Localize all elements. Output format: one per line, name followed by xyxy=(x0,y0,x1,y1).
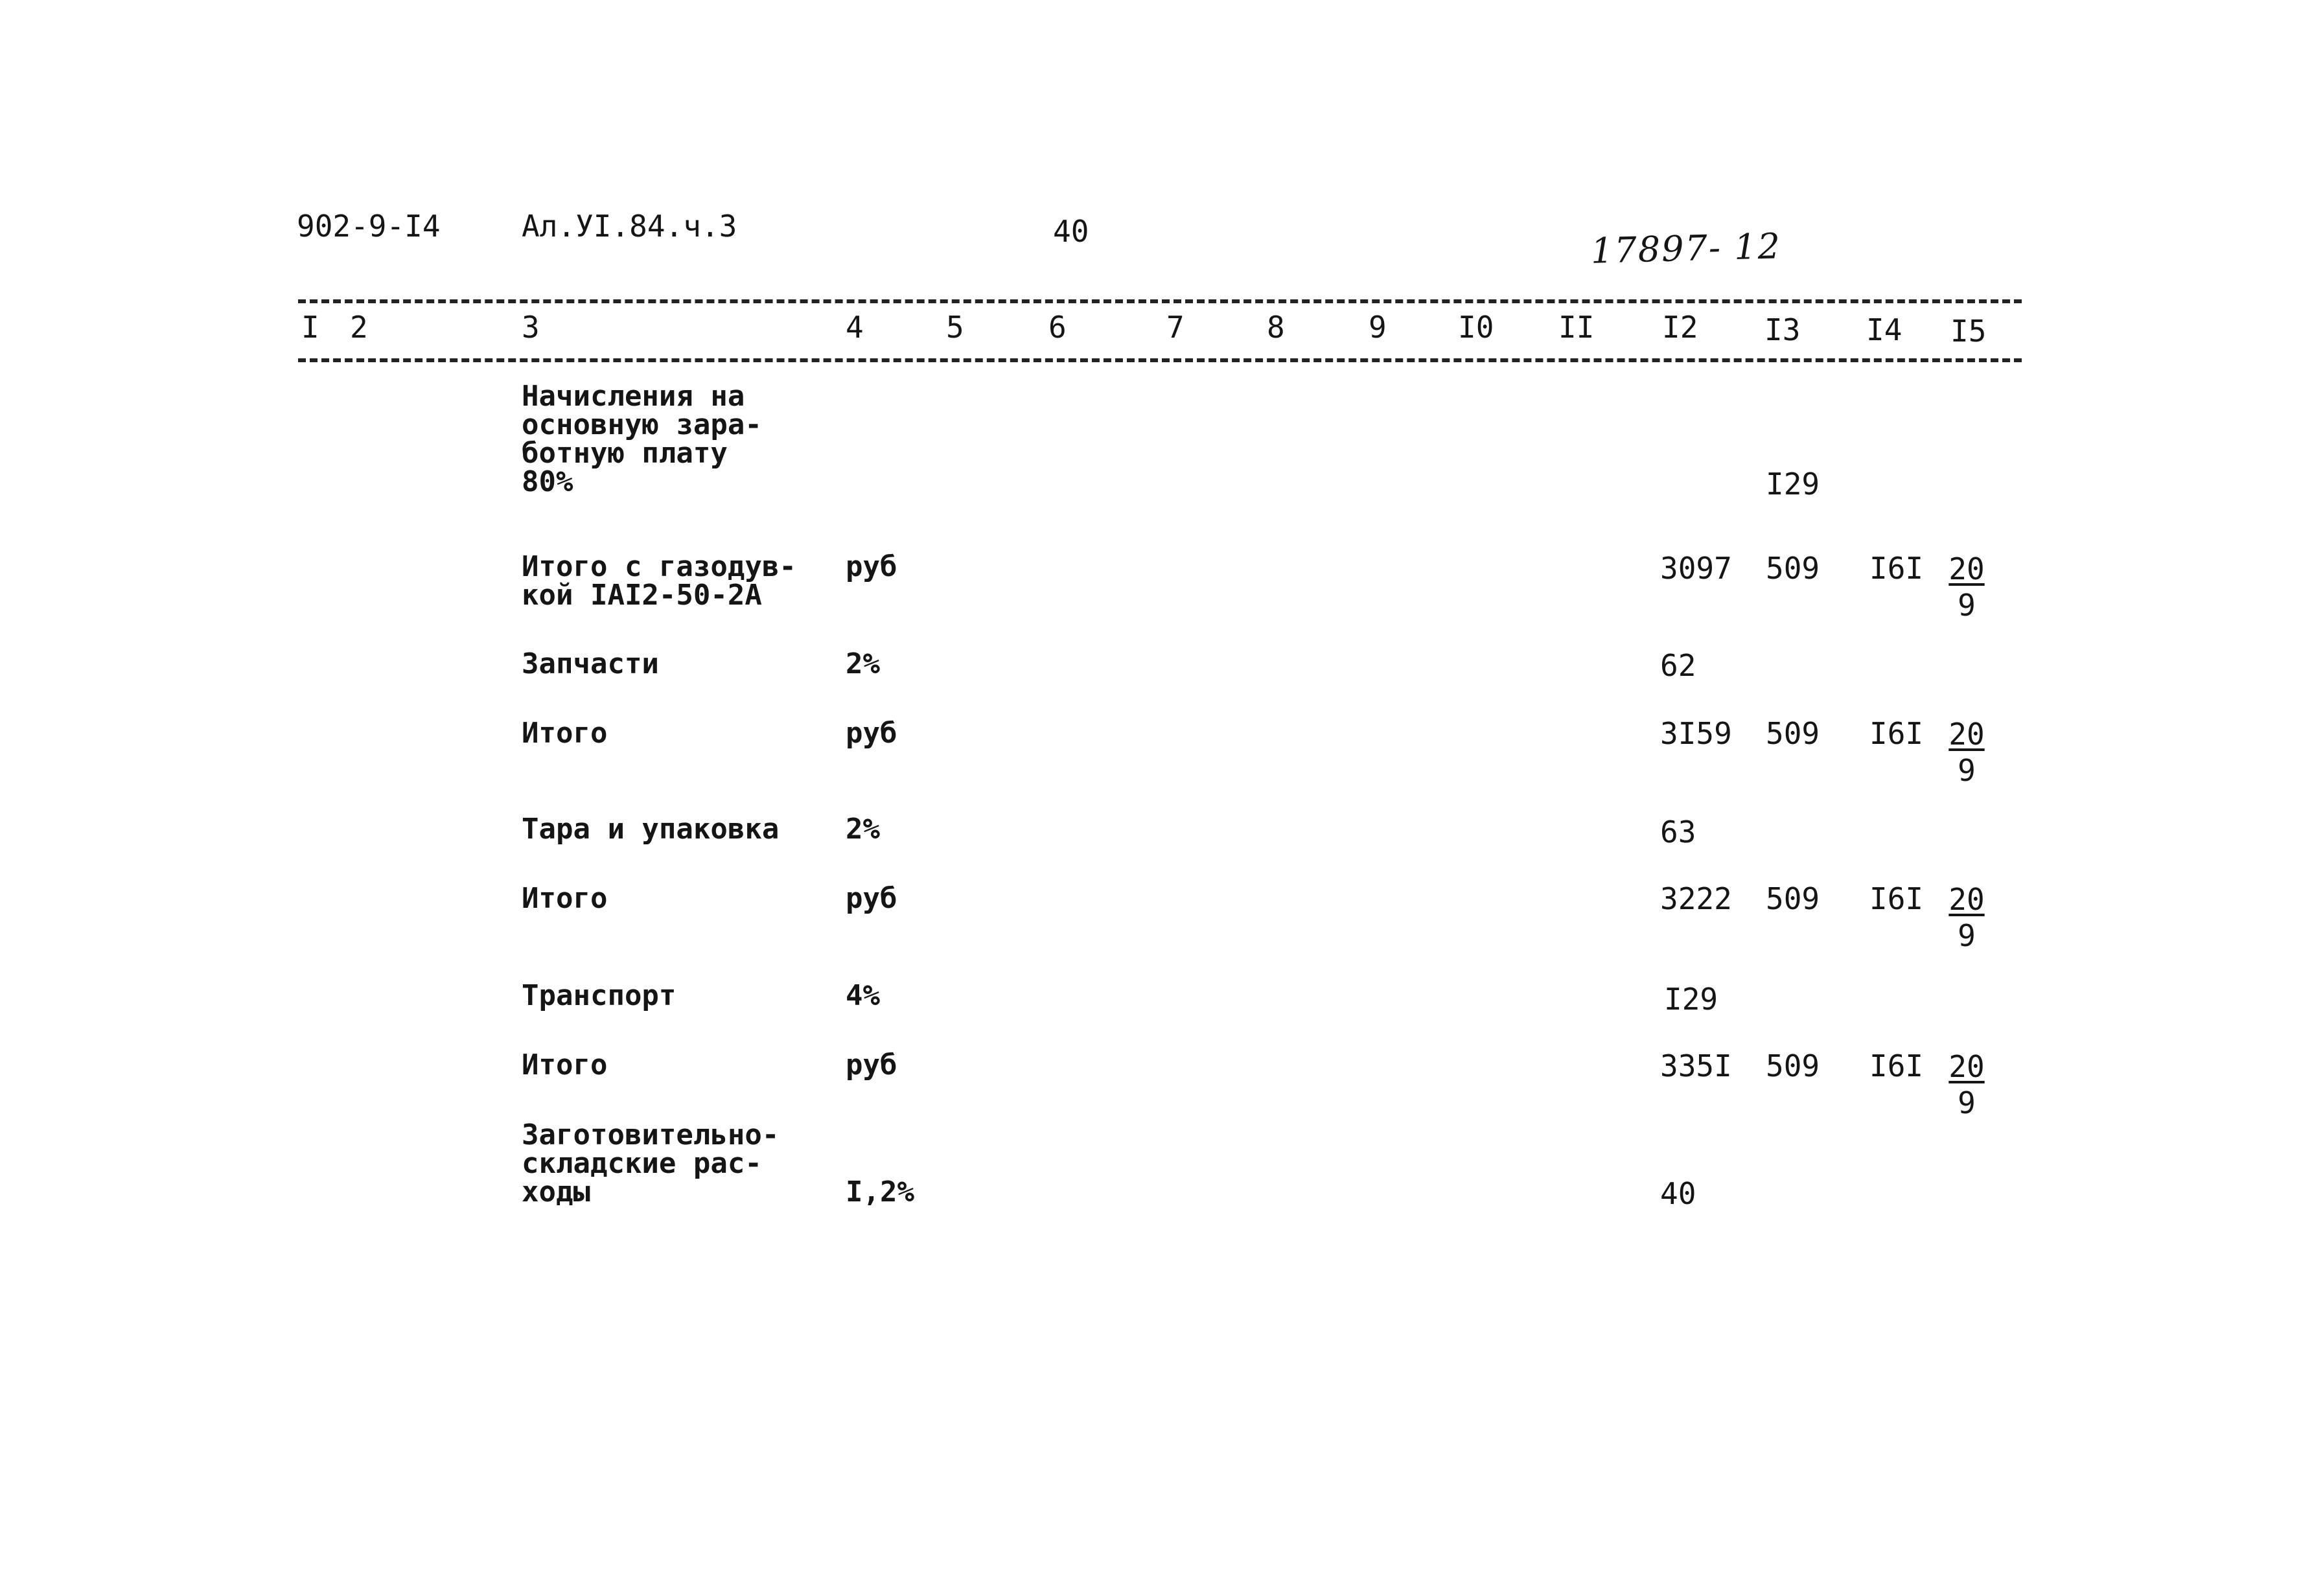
album-reference: Ал.УI.84.ч.3 xyxy=(522,209,737,244)
document-code: 902-9-I4 xyxy=(297,209,441,244)
fraction-numerator: 20 xyxy=(1948,1049,1985,1084)
col14-value: I6I xyxy=(1869,1048,1924,1083)
col-number-9: 9 xyxy=(1369,310,1387,345)
col-number-2: 2 xyxy=(350,310,368,345)
col-number-3: 3 xyxy=(522,310,540,345)
col15-fraction xyxy=(1947,717,1986,790)
col-number-11: II xyxy=(1558,310,1595,345)
unit-value: I,2% xyxy=(846,1175,914,1209)
fraction-numerator: 20 xyxy=(1948,551,1985,586)
unit-value: 2% xyxy=(846,647,880,680)
col-number-4: 4 xyxy=(846,310,864,345)
fraction-numerator: 20 xyxy=(1948,717,1985,752)
col12-value: 62 xyxy=(1660,648,1696,683)
col13-value: I29 xyxy=(1766,467,1820,502)
col-number-8: 8 xyxy=(1267,310,1285,345)
col-number-7: 7 xyxy=(1166,310,1185,345)
unit-value: руб xyxy=(846,882,897,915)
col-number-14: I4 xyxy=(1866,312,1902,347)
header-rule-bottom xyxy=(298,358,2022,362)
col-number-12: I2 xyxy=(1662,310,1698,345)
col-number-13: I3 xyxy=(1764,312,1801,347)
row-name: Начисления на основную зара- ботную плату 80% xyxy=(522,380,762,498)
col15-fraction xyxy=(1947,1050,1986,1122)
col12-value: 3I59 xyxy=(1660,716,1732,751)
row-name: Итого xyxy=(522,1048,608,1081)
col-number-10: I0 xyxy=(1458,310,1494,345)
row-name: Итого xyxy=(522,717,608,750)
col14-value: I6I xyxy=(1869,716,1924,751)
col12-value: I29 xyxy=(1664,982,1718,1017)
col12-value: 3097 xyxy=(1660,551,1732,586)
col12-value: 3222 xyxy=(1660,881,1732,916)
col14-value: I6I xyxy=(1869,551,1924,586)
fraction-denominator: 9 xyxy=(1958,588,1976,623)
fraction-denominator: 9 xyxy=(1958,753,1976,788)
unit-value: руб xyxy=(846,1048,897,1081)
col12-value: 335I xyxy=(1660,1048,1732,1083)
header-rule-top xyxy=(298,299,2022,303)
fraction-numerator: 20 xyxy=(1948,882,1985,917)
row-name: Итого xyxy=(522,882,608,915)
unit-value: руб xyxy=(846,550,897,583)
row-name: Транспорт xyxy=(522,979,676,1012)
row-name: Итого с газодув- кой IAI2-50-2A xyxy=(522,550,796,612)
row-name: Тара и упаковка xyxy=(522,813,780,846)
col15-fraction xyxy=(1947,552,1986,625)
col-number-15: I5 xyxy=(1950,314,1987,349)
unit-value: 2% xyxy=(846,813,880,846)
fraction-denominator: 9 xyxy=(1958,918,1976,953)
page-number: 40 xyxy=(1053,214,1089,249)
unit-value: 4% xyxy=(846,979,880,1012)
col13-value: 509 xyxy=(1766,551,1820,586)
col-number-5: 5 xyxy=(946,310,964,345)
row-name: Заготовительно- складские рас- ходы xyxy=(522,1118,780,1209)
col-number-6: 6 xyxy=(1048,310,1067,345)
handwritten-sheet-number: 17897- 12 xyxy=(1590,226,1782,272)
unit-value: руб xyxy=(846,717,897,750)
col-number-1: I xyxy=(301,310,319,345)
col14-value: I6I xyxy=(1869,881,1924,916)
col12-value: 40 xyxy=(1660,1176,1696,1211)
col13-value: 509 xyxy=(1766,716,1820,751)
col12-value: 63 xyxy=(1660,815,1696,850)
col15-fraction xyxy=(1947,883,1986,955)
col13-value: 509 xyxy=(1766,881,1820,916)
row-name: Запчасти xyxy=(522,647,659,680)
col13-value: 509 xyxy=(1766,1048,1820,1083)
fraction-denominator: 9 xyxy=(1958,1085,1976,1120)
